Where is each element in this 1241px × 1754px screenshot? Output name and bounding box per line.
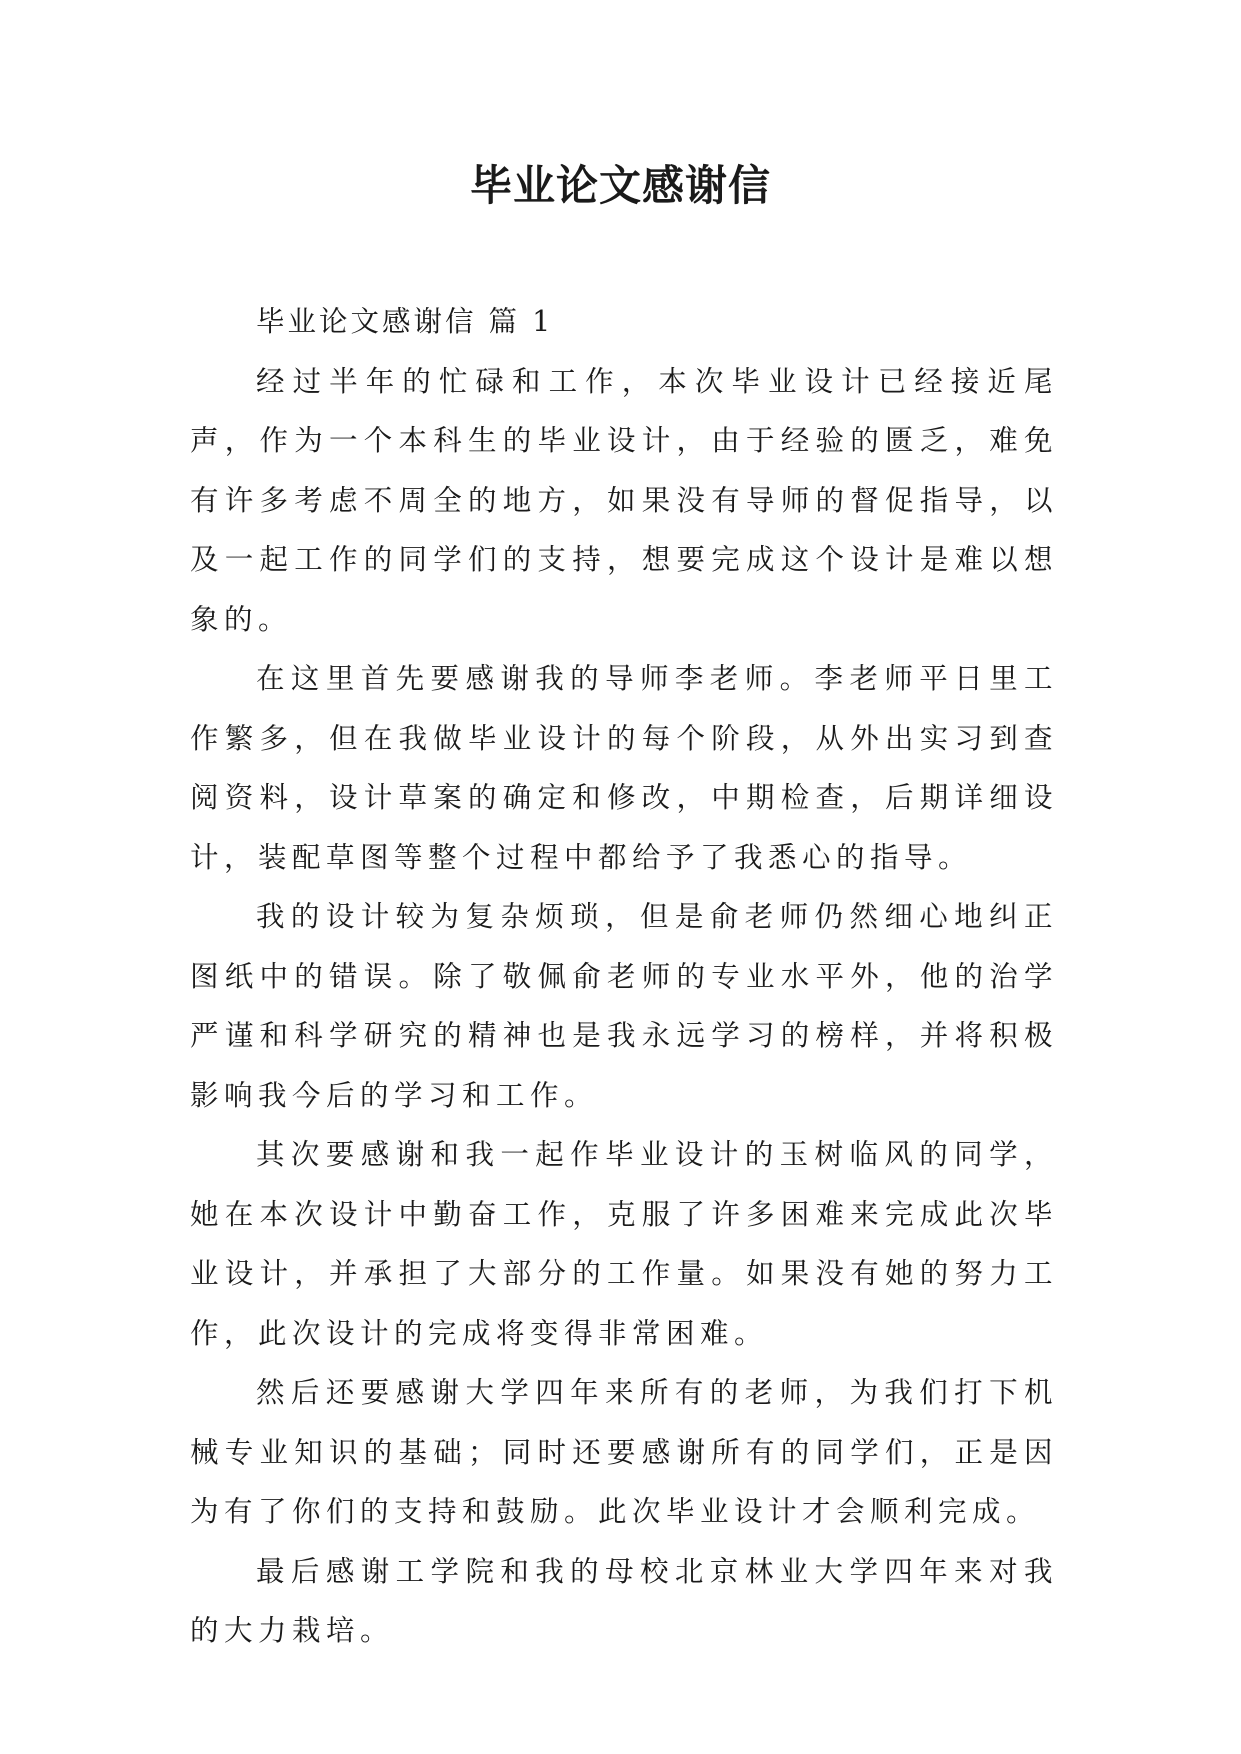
paragraph-4: 其次要感谢和我一起作毕业设计的玉树临风的同学，她在本次设计中勤奋工作，克服了许多困难来完成此次毕业设计，并承担了大部分的工作量。如果没有她的努力工作，此次设计的完成将变得非常困难。 [190,1138,1058,1350]
paragraph-1: 经过半年的忙碌和工作，本次毕业设计已经接近尾声，作为一个本科生的毕业设计，由于经验的匮乏，难免有许多考虑不周全的地方，如果没有导师的督促指导，以及一起工作的同学们的支持，想要完成这个设计是难以想象的。 [190,364,1058,636]
paragraph-6: 最后感谢工学院和我的母校北京林业大学四年来对我的大力栽培。 [190,1554,1058,1647]
paragraph-3: 我的设计较为复杂烦琐，但是俞老师仍然细心地纠正图纸中的错误。除了敬佩俞老师的专业水平外，他的治学严谨和科学研究的精神也是我永远学习的榜样，并将积极影响我今后的学习和工作。 [190,900,1058,1112]
document-title: 毕业论文感谢信 [469,161,771,210]
document-body [190,292,1058,1661]
paragraph-2: 在这里首先要感谢我的导师李老师。李老师平日里工作繁多，但在我做毕业设计的每个阶段，从外出实习到查阅资料，设计草案的确定和修改，中期检查，后期详细设计，装配草图等整个过程中都给予了我悉心的指导。 [190,662,1058,874]
paragraph-5: 然后还要感谢大学四年来所有的老师，为我们打下机械专业知识的基础；同时还要感谢所有的同学们，正是因为有了你们的支持和鼓励。此次毕业设计才会顺利完成。 [190,1376,1058,1528]
section-heading: 毕业论文感谢信 篇 1 [256,305,554,338]
